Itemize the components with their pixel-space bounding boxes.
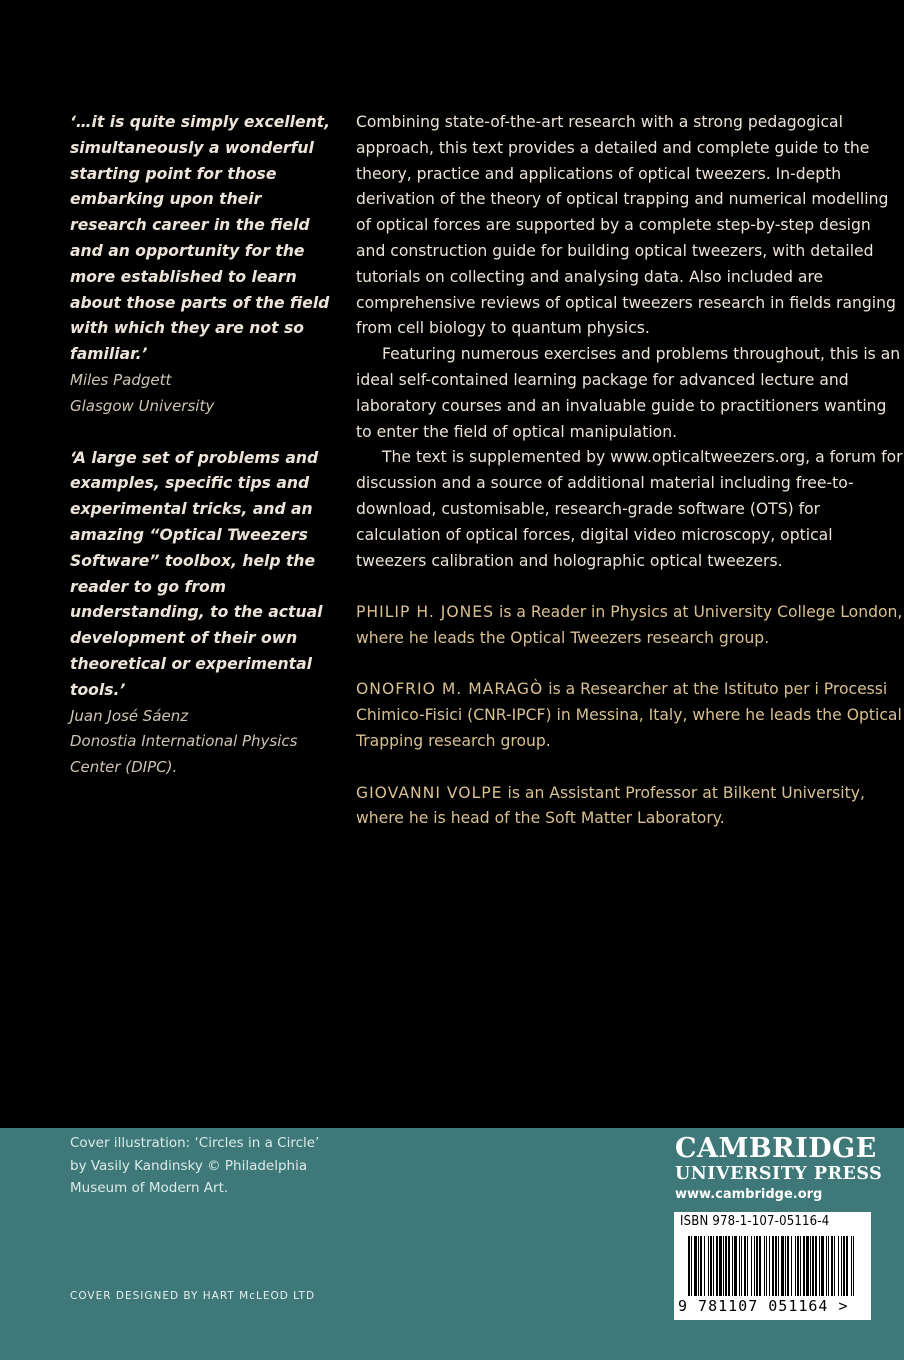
barcode-bar xyxy=(812,1236,814,1296)
barcode-bar xyxy=(728,1236,730,1296)
barcode-bar xyxy=(821,1236,824,1296)
barcode-bar xyxy=(775,1236,777,1296)
isbn-label: ISBN 978-1-107-05116-4 xyxy=(680,1214,830,1229)
author-name-1: PHILIP H. JONES xyxy=(356,603,495,621)
barcode-bar xyxy=(694,1236,697,1296)
barcode-bar xyxy=(691,1236,692,1296)
cover-designer: COVER DESIGNED BY HART McLEOD LTD xyxy=(70,1290,316,1302)
author-name-2: ONOFRIO M. MARAGÒ xyxy=(356,680,544,699)
barcode-bar xyxy=(781,1236,784,1296)
barcode-bar xyxy=(764,1236,765,1296)
barcode-bar xyxy=(841,1236,842,1296)
barcode-bar xyxy=(795,1236,796,1296)
barcode-bar xyxy=(710,1236,712,1296)
barcode-bar xyxy=(698,1236,699,1296)
barcode-bar xyxy=(806,1236,809,1296)
barcode-bar xyxy=(785,1236,786,1296)
barcode-bar xyxy=(704,1236,705,1296)
barcode-bar xyxy=(815,1236,817,1296)
barcode-bar xyxy=(834,1236,835,1296)
cover-credit: Cover illustration: ‘Circles in a Circle’ by Vasily Kandinsky © Philadelphia Museum of Modern Art. xyxy=(70,1135,320,1196)
author-text-3: is an Assistant Professor at Bilkent University, where he is head of the Soft Matter Laboratory. xyxy=(356,783,865,828)
publisher-name: CAMBRIDGE xyxy=(675,1133,877,1164)
author-bio-2 xyxy=(356,677,904,754)
barcode-bar xyxy=(739,1236,740,1296)
barcode-bar xyxy=(754,1236,755,1296)
isbn-barcode-box xyxy=(674,1212,871,1320)
author-text-2: is a Researcher at the Istituto per i Processi Chimico-Fisici (CNR-IPCF) in Messina, Italy, where he leads the Optical Trapping research group. xyxy=(356,680,902,750)
author-bio-3 xyxy=(356,781,904,833)
barcode-bar xyxy=(803,1236,805,1296)
author-name-3: GIOVANNI VOLPE xyxy=(356,783,503,802)
barcode-bar xyxy=(831,1236,833,1296)
barcode-bar xyxy=(810,1236,811,1296)
barcode-bar xyxy=(843,1236,845,1296)
barcode-digits: 9 781107 051164 > xyxy=(678,1297,849,1315)
quote-2-text: ‘A large set of problems and examples, specific tips and experimental tricks, and an amazing “Optical Tweezers Software” toolbox, help the reader to go from understanding, to the actual development of their own theoretical or experimental tools.’ xyxy=(70,448,323,699)
barcode-bar xyxy=(800,1236,801,1296)
barcode-icon xyxy=(688,1236,858,1296)
barcode-bar xyxy=(853,1236,854,1296)
review-quotes xyxy=(70,110,332,781)
barcode-bar xyxy=(769,1236,770,1296)
quote-1-affiliation: Glasgow University xyxy=(70,396,215,415)
description-paragraph-3: The text is supplemented by www.opticaltweezers.org, a forum for discussion and a source of additional material including free-to-download, customisable, research-grade software (OTS) for calculation of optical forces, digital video microscopy, optical tweezers calibration and holographic optical tweezers. xyxy=(356,448,903,570)
barcode-bar xyxy=(791,1236,792,1296)
barcode-bar xyxy=(766,1236,767,1296)
barcode-bar xyxy=(846,1236,848,1296)
barcode-bar xyxy=(838,1236,839,1296)
barcode-bar xyxy=(719,1236,722,1296)
barcode-bar xyxy=(751,1236,752,1296)
barcode-bar xyxy=(747,1236,748,1296)
author-text-1: is a Reader in Physics at University College London, where he leads the Optical Tweezers research group. xyxy=(356,603,903,647)
barcode-bar xyxy=(713,1236,714,1296)
barcode-bar xyxy=(826,1236,827,1296)
publisher-subname: UNIVERSITY PRESS xyxy=(675,1164,883,1184)
barcode-bar xyxy=(734,1236,737,1296)
quote-2-affiliation: Donostia International Physics Center (DIPC). xyxy=(70,732,298,777)
barcode-bar xyxy=(716,1236,718,1296)
publisher-logo xyxy=(675,1134,895,1206)
barcode-bar xyxy=(732,1236,733,1296)
quote-1-text: ‘…it is quite simply excellent, simultaneously a wonderful starting point for those embarking upon their research career in the field and an opportunity for the more established to learn about those parts of the field with which they are not so familiar.’ xyxy=(70,113,331,364)
barcode-bar xyxy=(744,1236,746,1296)
author-bios xyxy=(356,600,904,858)
barcode-bar xyxy=(700,1236,702,1296)
barcode-bar xyxy=(708,1236,709,1296)
barcode-bar xyxy=(787,1236,789,1296)
author-bio-1 xyxy=(356,600,904,652)
barcode-bar xyxy=(797,1236,799,1296)
barcode-bar xyxy=(778,1236,779,1296)
barcode-bar xyxy=(688,1236,690,1296)
barcode-bar xyxy=(772,1236,774,1296)
barcode-bar xyxy=(819,1236,820,1296)
barcode-bar xyxy=(723,1236,724,1296)
book-description xyxy=(356,110,904,574)
barcode-bar xyxy=(741,1236,742,1296)
quote-1-author: Miles Padgett xyxy=(70,370,172,389)
barcode-bar xyxy=(725,1236,727,1296)
barcode-bar xyxy=(851,1236,852,1296)
barcode-bar xyxy=(828,1236,829,1296)
barcode-bar xyxy=(759,1236,761,1296)
publisher-url: www.cambridge.org xyxy=(675,1187,823,1202)
quote-2-author: Juan José Sáenz xyxy=(70,706,189,725)
description-paragraph-1: Combining state-of-the-art research with a strong pedagogical approach, this text provides a detailed and complete guide to the theory, practice and applications of optical tweezers. In-depth derivation of the theory of optical trapping and numerical modelling of optical forces are supported by a complete step-by-step design and construction guide for building optical tweezers, with detailed tutorials on collecting and analysing data. Also included are comprehensive reviews of optical tweezers research in fields ranging from cell biology to quantum physics. xyxy=(356,113,896,338)
barcode-bar xyxy=(756,1236,758,1296)
description-paragraph-2: Featuring numerous exercises and problems throughout, this is an ideal self-contained learning package for advanced lecture and laboratory courses and an invaluable guide to practitioners wanting to enter the field of optical manipulation. xyxy=(356,345,901,441)
